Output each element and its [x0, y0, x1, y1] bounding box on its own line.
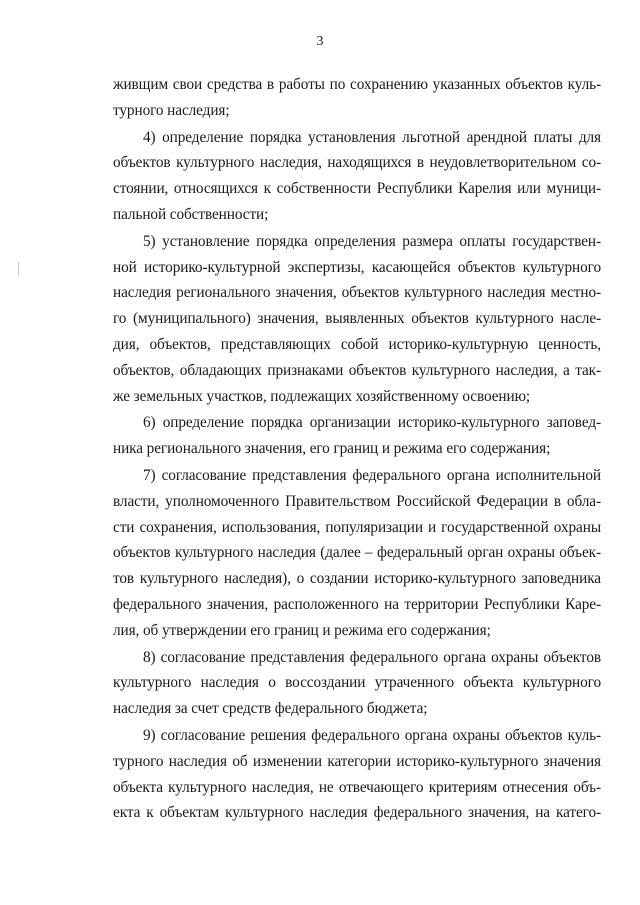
- paragraph-item-7: [113, 463, 601, 644]
- text-line: живщим свои средства в работы по сохранению указанных объектов куль-: [113, 76, 601, 93]
- text-line: лия, об утверждении его границ и режима его содержания;: [113, 621, 491, 639]
- text-line: же земельных участков, подлежащих хозяйственному освоению;: [113, 387, 531, 405]
- text-line: 4) определение порядка установления льготной арендной платы для: [143, 128, 601, 146]
- text-line: наследия регионального значения, объектов культурного наследия местно-: [113, 284, 601, 302]
- text-line: объектов, обладающих признаками объектов культурного наследия, а так-: [113, 361, 601, 379]
- text-line: ной историко-культурной экспертизы, касающейся объектов культурного: [113, 258, 601, 276]
- text-line: объекта культурного наследия, не отвечающего критериям отнесения объ-: [113, 778, 601, 796]
- text-line: культурного наследия о воссоздании утраченного объекта культурного: [113, 674, 601, 692]
- paragraph-item-5: [113, 229, 601, 410]
- document-body: [113, 72, 601, 827]
- text-line: сти сохранения, использования, популяризации и государственной охраны: [113, 518, 601, 536]
- paragraph-item-4: [113, 125, 601, 228]
- text-line: турного наследия об изменении категории историко-культурного значения: [113, 752, 601, 770]
- paragraph-item-8: [113, 645, 601, 722]
- text-line: объектов культурного наследия (далее – федеральный орган охраны объек-: [113, 544, 601, 562]
- text-line: 5) установление порядка определения размера оплаты государствен-: [143, 232, 601, 250]
- paragraph-continuation: [113, 72, 601, 124]
- text-line: 7) согласование представления федерального органа исполнительной: [143, 466, 601, 484]
- paragraph-item-6: [113, 410, 601, 462]
- text-line: го (муниципального) значения, выявленных объектов культурного насле-: [113, 310, 601, 328]
- text-line: 9) согласование решения федерального органа охраны объектов куль-: [143, 726, 601, 744]
- text-line: власти, уполномоченного Правительством Российской Федерации в обла-: [113, 492, 601, 510]
- text-line: 8) согласование представления федерального органа охраны объектов: [143, 648, 601, 666]
- text-line: екта к объектам культурного наследия федерального значения, на катего-: [113, 804, 601, 822]
- text-line: объектов культурного наследия, находящихся в неудовлетворительном со-: [113, 154, 601, 172]
- text-line: наследия за счет средств федерального бюджета;: [113, 700, 428, 718]
- text-line: федерального значения, расположенного на территории Республики Каре-: [113, 595, 601, 613]
- text-line: дия, объектов, представляющих собой историко-культурную ценность,: [113, 335, 601, 353]
- text-line: турного наследия;: [113, 101, 230, 119]
- text-line: пальной собственности;: [113, 205, 269, 223]
- paragraph-item-9: [113, 723, 601, 826]
- text-line: тов культурного наследия), о создании историко-культурного заповедника: [113, 570, 601, 588]
- page-number: 3: [316, 34, 324, 49]
- text-line: стоянии, относящихся к собственности Республики Карелия или муници-: [113, 180, 601, 198]
- text-line: ника регионального значения, его границ и режима его содержания;: [113, 440, 551, 458]
- text-line: 6) определение порядка организации историко-культурного заповед-: [143, 414, 601, 432]
- scan-margin-mark: [18, 262, 19, 276]
